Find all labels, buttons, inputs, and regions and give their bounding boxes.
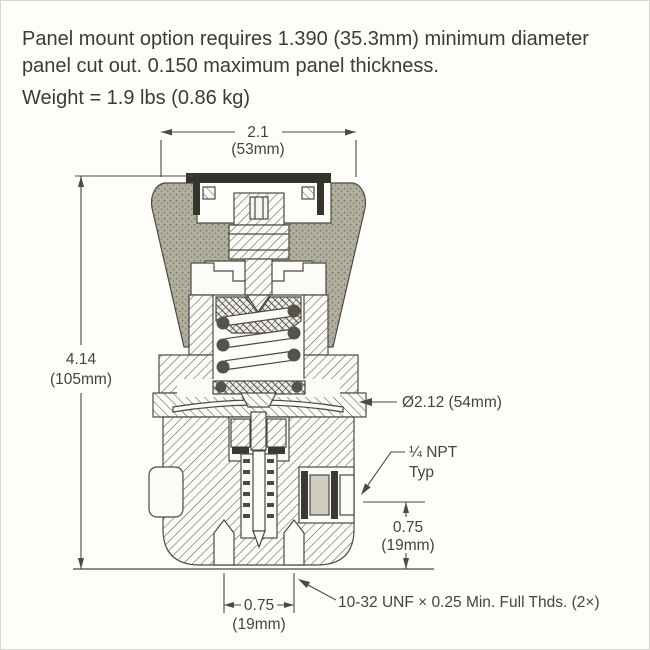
- port-filter-core: [310, 475, 329, 515]
- valve-seat-right: [268, 447, 285, 454]
- dim-hole-spacing: [224, 573, 294, 633]
- regulator-cross-section-drawing: [1, 1, 650, 650]
- poppet-guide-left: [231, 419, 250, 447]
- inlet-port-left: [149, 467, 183, 517]
- port-filter-ring-right: [331, 471, 338, 519]
- dim-width-top: [161, 124, 356, 177]
- label-port-thread-line1: ¼ NPT: [409, 444, 458, 461]
- poppet-guide-right: [267, 419, 286, 447]
- adjusting-screw: [229, 193, 289, 259]
- dim-port-height-in: 0.75: [392, 519, 424, 536]
- label-mounting-thread: [298, 579, 600, 611]
- dim-width-top-in: 2.1: [247, 124, 269, 141]
- dim-port-height: [363, 502, 435, 569]
- label-port-thread: [361, 444, 458, 495]
- screw-stem: [245, 259, 272, 295]
- port-filter-ring-left: [301, 471, 308, 519]
- diaphragm-assembly: [173, 379, 343, 412]
- poppet-stem-lower: [253, 451, 265, 531]
- cap-seal-left: [203, 187, 215, 199]
- dim-hole-spacing-mm: (19mm): [232, 616, 286, 633]
- label-body-diameter: [359, 394, 502, 411]
- weight-note: Weight = 1.9 lbs (0.86 kg): [22, 87, 251, 109]
- diaphragm-gasket: [213, 381, 305, 394]
- dim-height-left-mm: (105mm): [49, 371, 113, 388]
- o-ring-right: [292, 382, 303, 393]
- dim-height-left-in: 4.14: [65, 351, 97, 368]
- label-port-thread-line2: Typ: [409, 464, 434, 481]
- valve-assembly: [73, 173, 434, 569]
- panel-mount-note-line1: Panel mount option requires 1.390 (35.3mm) minimum diameter: [22, 28, 589, 50]
- label-body-diameter-text: Ø2.12 (54mm): [402, 394, 502, 411]
- spring-housing-wall-left: [189, 295, 213, 355]
- screw-locknut: [229, 225, 289, 259]
- poppet-stem-upper: [251, 412, 266, 450]
- cap-seal-right: [302, 187, 314, 199]
- label-mounting-thread-text: 10-32 UNF × 0.25 Min. Full Thds. (2×): [338, 594, 600, 611]
- valve-seat-left: [232, 447, 249, 454]
- dim-port-height-mm: (19mm): [381, 537, 435, 554]
- dim-width-top-mm: (53mm): [231, 141, 285, 158]
- screw-hex-socket: [250, 197, 268, 219]
- o-ring-left: [216, 382, 227, 393]
- panel-mount-note-line2: panel cut out. 0.150 maximum panel thickness.: [22, 55, 439, 77]
- outlet-port-right: [299, 467, 354, 523]
- spring-housing-wall-right: [304, 295, 328, 355]
- dim-hole-spacing-in: 0.75: [243, 597, 275, 614]
